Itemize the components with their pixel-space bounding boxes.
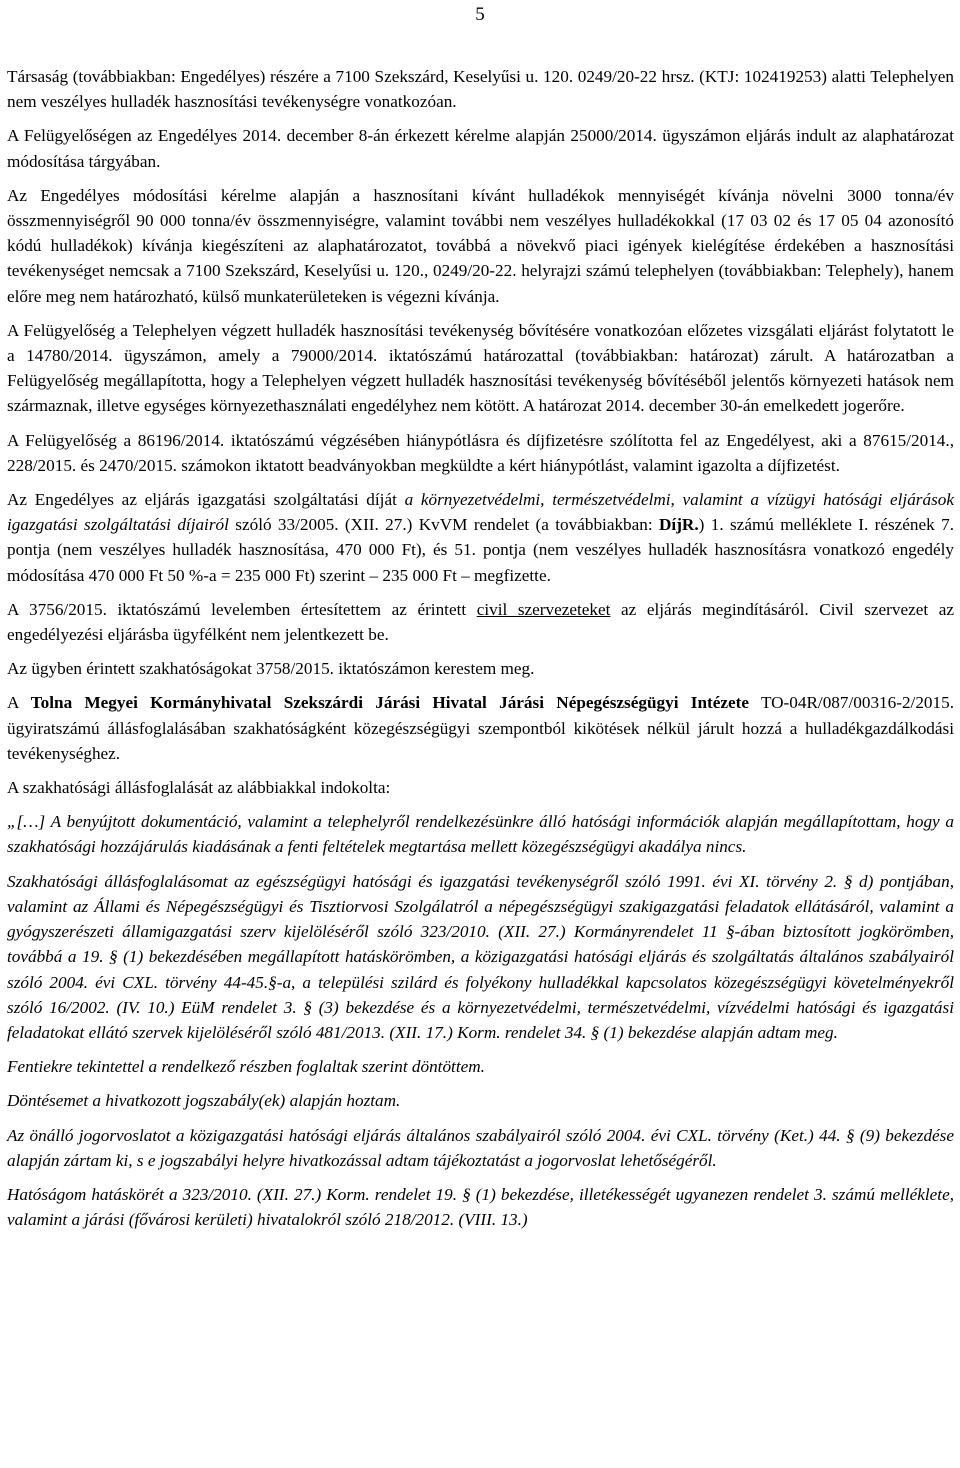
paragraph-quoted-justification: „[…] A benyújtott dokumentáció, valamint a telephelyről rendelkezésünkre álló hatósági információk alapján megállapítottam, hogy a szakhatósági hozzájárulás kiadásának a fenti feltételek megtartása mellett közegészségügyi akadálya nincs. bbox=[7, 812, 954, 857]
paragraph-legal-basis: Szakhatósági állásfoglalásomat az egészségügyi hatósági és igazgatási tevékenységről szóló 1991. évi XI. törvény 2. § d) pontjában, valamint az Állami és Népegészségügyi és Tisztiorvosi Szolgálatról a népegészségügyi szakigazgatási feladatok ellátásáról, valamint a gyógyszerészeti államigazgatási szerv kijelöléséről szóló 323/2010. (XII. 27.) Kormányrendelet 11 §-ában biztosított jogkörömben, továbbá a 19. § (1) bekezdésében megállapított hatáskörömben, a közigazgatási hatósági eljárás és szolgáltatás általános szabályairól szóló 2004. évi CXL. törvény 44-45.§-a, a települési szilárd és folyékony hulladékkal kapcsolatos közegészségügyi követelményekről szóló 16/2002. (IV. 10.) EüM rendelet 3. § (3) bekezdése és a környezetvédelmi, természetvédelmi, vízvédelmi hatósági és igazgatási feladatokat ellátó szervek kijelöléséről szóló 481/2013. (XII. 17.) Korm. rendelet 34. § (1) bekezdése alapján adtam meg. bbox=[7, 871, 954, 1042]
regulation-abbreviation: DíjR. bbox=[659, 515, 699, 535]
paragraph-applicant-address: Társaság (továbbiakban: Engedélyes) részére a 7100 Szekszárd, Keselyűsi u. 120. 0249/20-22 hrsz. (KTJ: 102419253) alatti Telephelyen nem veszélyes hulladék hasznosítási tevékenységre vonatkozóan. bbox=[7, 67, 954, 112]
paragraph-competence: Hatóságom hatáskörét a 323/2010. (XII. 27.) Korm. rendelet 19. § (1) bekezdése, illetékességét ugyanezen rendelet 3. számú melléklete, valamint a járási (fővárosi kerületi) hivatalokról szóló 218/2012. (VIII. 13.) bbox=[7, 1184, 954, 1230]
paragraph-modification-request: Az Engedélyes módosítási kérelme alapján a hasznosítani kívánt hulladékok mennyiségét kívánja növelni 3000 tonna/év összmennyiségről 90 000 tonna/év összmennyiségre, valamint további nem veszélyes hulladékokkal (17 03 02 és 17 05 04 azonosító kódú hulladékok) kívánja kiegészíteni az alaphatározatot, továbbá a növekvő piaci igények kielégítése érdekében a hasznosítási tevékenységet nemcsak a 7100 Szekszárd, Keselyűsi u. 120., 0249/20-22. helyrajzi számú telephelyen (továbbiakban: Telephely), hanem előre meg nem határozható, külső munkaterületeken is végezni kívánja. bbox=[7, 185, 954, 306]
health-authority-name: Tolna Megyei Kormányhivatal Szekszárdi Járási Hivatal Járási Népegészségügyi Intézete bbox=[30, 693, 749, 713]
paragraph-decision-basis: Döntésemet a hivatkozott jogszabály(ek) alapján hoztam. bbox=[7, 1091, 401, 1111]
paragraph-procedure-start: A Felügyelőségen az Engedélyes 2014. december 8-án érkezett kérelme alapján 25000/2014. ügyszámon eljárás indult az alaphatározat módosítása tárgyában. bbox=[7, 126, 954, 171]
page-number: 5 bbox=[475, 4, 485, 25]
paragraph-justification-intro: A szakhatósági állásfoglalását az alábbiakkal indokolta: bbox=[7, 778, 391, 798]
regulation-title: a környezetvédelmi, természetvédelmi, valamint a vízügyi hatósági eljárások igazgatási szolgáltatási díjairól bbox=[7, 490, 954, 535]
paragraph-legal-remedy: Az önálló jogorvoslatot a közigazgatási hatósági eljárás általános szabályairól szóló 2004. évi CXL. törvény (Ket.) 44. § (9) bekezdése alapján zártam ki, s e jogszabályi helyre hivatkozással adtam tájékoztatást a jogorvoslat lehetőségéről. bbox=[7, 1125, 954, 1170]
paragraph-decision: Fentiekre tekintettel a rendelkező részben foglaltak szerint döntöttem. bbox=[7, 1057, 485, 1077]
paragraph-preliminary-assessment: A Felügyelőség a Telephelyen végzett hulladék hasznosítási tevékenység bővítésére vonatkozóan előzetes vizsgálati eljárást folytatott le a 14780/2014. ügyszámon, amely a 79000/2014. iktatószámú határozattal (továbbiakban: határozat) zárult. A határozatban a Felügyelőség megállapította, hogy a Telephelyen végzett hulladék hasznosítási tevékenység bővítéséből jelentős környezeti hatások nem származnak, illetve egységes környezethasználati engedélyhez nem kötött. A határozat 2014. december 30-án emelkedett jogerőre. bbox=[7, 320, 954, 416]
paragraph-fee-payment: Az Engedélyes az eljárás igazgatási szolgáltatási díját a környezetvédelmi, természetvédelmi, valamint a vízügyi hatósági eljárások igazgatási szolgáltatási díjairól szóló 33/2005. (XII. 27.) KvVM rendelet (a továbbiakban: DíjR.) 1. számú melléklete I. részének 7. pontja (nem veszélyes hulladék hasznosítása, 470 000 Ft), és 51. pontja (nem veszélyes hulladék hasznosításra vonatkozó engedély módosítása 470 000 Ft 50 %-a = 235 000 Ft) szerint – 235 000 Ft – megfizette. bbox=[7, 490, 954, 585]
document-body bbox=[7, 64, 954, 1232]
paragraph-deficiency-notice: A Felügyelőség a 86196/2014. iktatószámú végzésében hiánypótlásra és díjfizetésre szólította fel az Engedélyest, aki a 87615/2014., 228/2015. és 2470/2015. számokon iktatott beadványokban megküldte a kért hiánypótlást, valamint igazolta a díjfizetést. bbox=[7, 430, 954, 475]
paragraph-civil-notification: A 3756/2015. iktatószámú levelemben értesítettem az érintett civil szervezeteket az eljárás megindításáról. Civil szervezet az engedélyezési eljárásba ügyfélként nem jelentkezett be. bbox=[7, 599, 954, 645]
paragraph-health-authority-consent: A Tolna Megyei Kormányhivatal Szekszárdi Járási Hivatal Járási Népegészségügyi Intézete TO-04R/087/00316-2/2015. ügyiratszámú állásfoglalásában szakhatóságként közegészségügyi szempontból kikötések nélkül járult hozzá a hulladékgazdálkodási tevékenységhez. bbox=[7, 693, 954, 763]
paragraph-authorities-contacted: Az ügyben érintett szakhatóságokat 3758/2015. iktatószámon kerestem meg. bbox=[7, 659, 535, 679]
civil-organizations-link[interactable]: civil szervezeteket bbox=[476, 599, 611, 619]
